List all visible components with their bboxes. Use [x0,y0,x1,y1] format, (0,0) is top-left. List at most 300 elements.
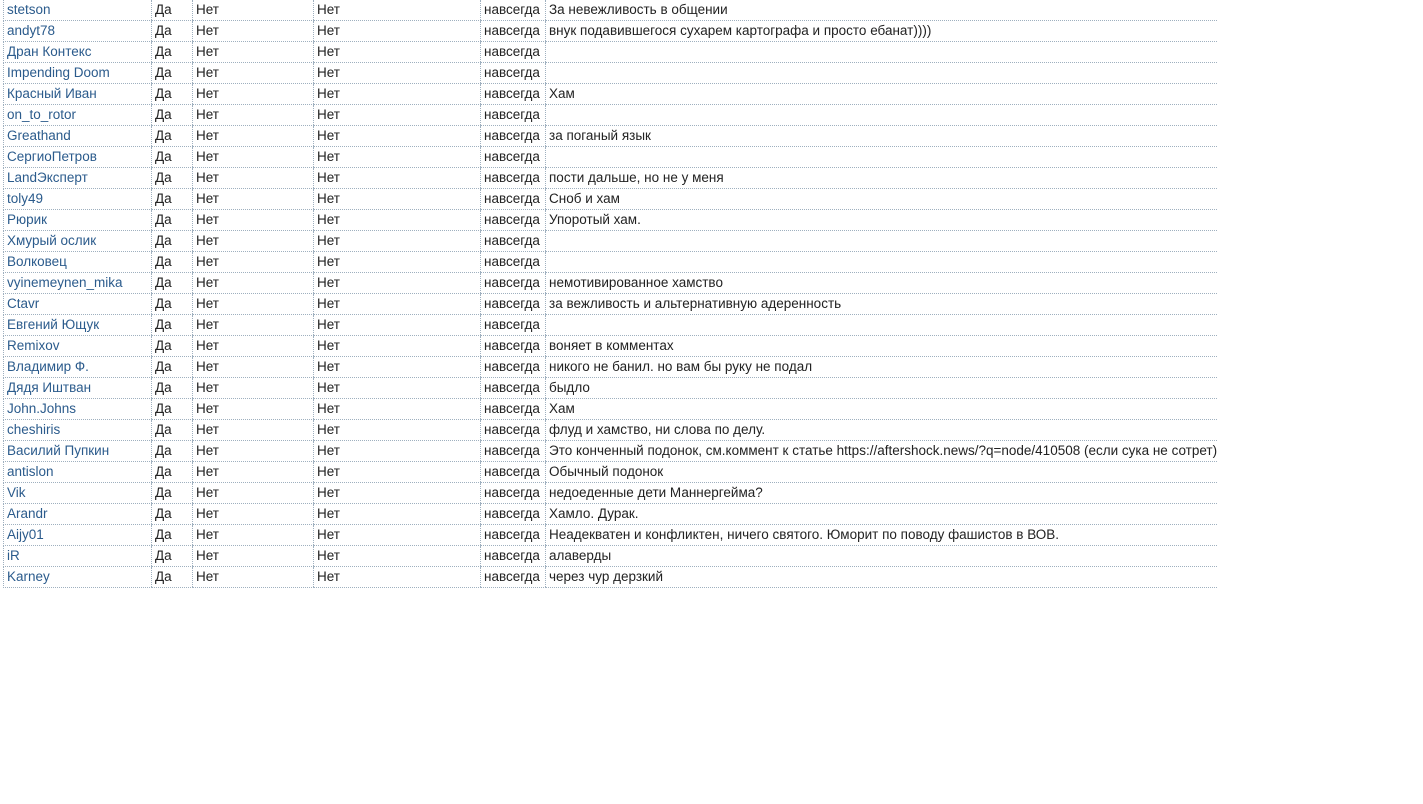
flag-a-cell [152,105,193,126]
ban-reason-text: Хам [549,401,575,416]
ban-term-text: навсегда [484,149,540,164]
flag-b-text: Нет [196,401,219,416]
flag-a-cell [152,504,193,525]
flag-c-text: Нет [317,296,340,311]
ban-term-cell [481,525,546,546]
ban-reason-cell-empty [546,231,1218,252]
flag-c-text: Нет [317,443,340,458]
flag-a-cell [152,420,193,441]
ban-term-cell [481,231,546,252]
user-cell [4,42,152,63]
ban-reason-cell-empty [546,105,1218,126]
user-link[interactable]: Remixov [7,338,60,353]
flag-c-cell [314,546,481,567]
ban-reason-text: через чур дерзкий [549,569,664,584]
table-row [4,273,1218,294]
flag-c-text: Нет [317,338,340,353]
user-cell [4,189,152,210]
flag-a-cell [152,567,193,588]
ban-term-text: навсегда [484,485,540,500]
ban-term-cell [481,252,546,273]
user-link[interactable]: Ctavr [7,296,40,311]
flag-b-text: Нет [196,65,219,80]
ban-term-text: навсегда [484,2,540,17]
ban-term-cell [481,483,546,504]
ban-reason-cell [546,168,1218,189]
flag-b-text: Нет [196,23,219,38]
flag-c-text: Нет [317,149,340,164]
ban-list-body [4,0,1218,588]
user-link[interactable]: on_to_rotor [7,107,77,122]
user-link[interactable]: toly49 [7,191,44,206]
table-row [4,126,1218,147]
ban-list-table [3,0,1217,588]
flag-a-cell [152,252,193,273]
flag-a-text: Да [155,464,172,479]
ban-reason-text: за вежливость и альтернативную адеренность [549,296,842,311]
user-cell [4,210,152,231]
ban-reason-text: Хамло. Дурак. [549,506,639,521]
ban-reason-cell [546,336,1218,357]
flag-a-text: Да [155,23,172,38]
ban-reason-cell [546,0,1218,21]
flag-c-cell [314,63,481,84]
user-link[interactable]: Владимир Ф. [7,359,89,374]
flag-a-cell [152,21,193,42]
ban-term-cell [481,210,546,231]
flag-c-cell [314,273,481,294]
ban-reason-cell [546,21,1218,42]
flag-c-cell [314,231,481,252]
ban-reason-text: Обычный подонок [549,464,664,479]
ban-term-cell [481,336,546,357]
ban-term-text: навсегда [484,296,540,311]
flag-c-text: Нет [317,65,340,80]
flag-a-text: Да [155,506,172,521]
ban-term-text: навсегда [484,317,540,332]
flag-b-text: Нет [196,254,219,269]
ban-reason-text: за поганый язык [549,128,651,143]
flag-c-cell [314,462,481,483]
user-link[interactable]: Vik [7,485,26,500]
user-link[interactable]: Евгений Ющук [7,317,100,332]
flag-a-cell [152,462,193,483]
ban-reason-cell [546,273,1218,294]
flag-a-cell [152,147,193,168]
flag-b-text: Нет [196,170,219,185]
flag-a-text: Да [155,422,172,437]
flag-a-cell [152,357,193,378]
ban-term-cell [481,42,546,63]
flag-b-text: Нет [196,317,219,332]
flag-b-cell [193,462,314,483]
flag-b-text: Нет [196,128,219,143]
ban-reason-text: никого не банил. но вам бы руку не подал [549,359,813,374]
user-cell [4,462,152,483]
flag-c-cell [314,441,481,462]
flag-c-cell [314,147,481,168]
flag-b-cell [193,378,314,399]
user-link[interactable]: vyinemeynen_mika [7,275,123,290]
ban-term-text: навсегда [484,443,540,458]
flag-b-text: Нет [196,275,219,290]
user-cell [4,105,152,126]
user-link[interactable]: Greathand [7,128,71,143]
ban-reason-text: пости дальше, но не у меня [549,170,724,185]
flag-a-text: Да [155,86,172,101]
ban-reason-text: Упоротый хам. [549,212,641,227]
flag-a-text: Да [155,317,172,332]
flag-a-cell [152,336,193,357]
flag-a-text: Да [155,569,172,584]
flag-a-text: Да [155,380,172,395]
table-row [4,462,1218,483]
user-link[interactable]: John.Johns [7,401,77,416]
flag-c-text: Нет [317,170,340,185]
flag-c-cell [314,336,481,357]
flag-b-cell [193,231,314,252]
flag-b-cell [193,441,314,462]
flag-b-cell [193,42,314,63]
flag-b-text: Нет [196,527,219,542]
ban-term-text: навсегда [484,128,540,143]
ban-reason-text: внук подавившегося сухарем картографа и просто ебанат)))) [549,23,932,38]
flag-a-text: Да [155,2,172,17]
flag-b-cell [193,273,314,294]
flag-c-cell [314,567,481,588]
ban-reason-text: недоеденные дети Маннергейма? [549,485,763,500]
flag-c-cell [314,21,481,42]
flag-c-cell [314,210,481,231]
flag-b-cell [193,336,314,357]
user-link[interactable]: Дран Контекс [7,44,92,59]
flag-b-text: Нет [196,233,219,248]
flag-b-cell [193,504,314,525]
ban-term-text: навсегда [484,464,540,479]
table-row [4,315,1218,336]
flag-c-text: Нет [317,464,340,479]
flag-a-cell [152,189,193,210]
flag-a-text: Да [155,401,172,416]
user-cell [4,315,152,336]
ban-term-cell [481,378,546,399]
table-row [4,441,1218,462]
flag-b-cell [193,21,314,42]
user-link[interactable]: Рюрик [7,212,48,227]
ban-reason-text: быдло [549,380,590,395]
table-row [4,42,1218,63]
ban-term-text: навсегда [484,65,540,80]
ban-reason-cell-empty [546,252,1218,273]
flag-a-text: Да [155,233,172,248]
ban-term-text: навсегда [484,380,540,395]
flag-a-cell [152,378,193,399]
flag-c-text: Нет [317,359,340,374]
flag-c-text: Нет [317,485,340,500]
flag-a-cell [152,399,193,420]
flag-c-text: Нет [317,422,340,437]
table-row [4,21,1218,42]
flag-b-text: Нет [196,191,219,206]
ban-reason-text: алаверды [549,548,612,563]
user-cell [4,273,152,294]
user-link[interactable]: Дядя Иштван [7,380,92,395]
ban-term-cell [481,441,546,462]
flag-b-cell [193,294,314,315]
flag-c-text: Нет [317,317,340,332]
flag-b-cell [193,147,314,168]
flag-c-text: Нет [317,86,340,101]
ban-term-cell [481,0,546,21]
ban-reason-cell [546,378,1218,399]
flag-b-cell [193,0,314,21]
table-row [4,567,1218,588]
ban-term-text: навсегда [484,254,540,269]
table-row [4,105,1218,126]
table-row [4,378,1218,399]
flag-a-cell [152,42,193,63]
ban-term-text: навсегда [484,191,540,206]
ban-reason-cell-empty [546,63,1218,84]
flag-b-cell [193,189,314,210]
flag-b-cell [193,546,314,567]
user-link[interactable]: Хмурый ослик [7,233,97,248]
flag-c-text: Нет [317,548,340,563]
ban-reason-text: немотивированное хамство [549,275,723,290]
table-row [4,294,1218,315]
ban-term-cell [481,84,546,105]
user-cell [4,399,152,420]
user-cell [4,504,152,525]
flag-b-cell [193,210,314,231]
ban-term-cell [481,399,546,420]
flag-a-cell [152,273,193,294]
flag-b-text: Нет [196,44,219,59]
ban-reason-cell-empty [546,147,1218,168]
flag-c-text: Нет [317,2,340,17]
ban-term-cell [481,567,546,588]
user-cell [4,336,152,357]
ban-reason-cell [546,525,1218,546]
table-row [4,357,1218,378]
user-cell [4,567,152,588]
flag-a-text: Да [155,191,172,206]
table-row [4,504,1218,525]
ban-term-cell [481,357,546,378]
flag-b-cell [193,357,314,378]
flag-a-text: Да [155,149,172,164]
ban-term-cell [481,546,546,567]
flag-b-cell [193,168,314,189]
user-cell [4,357,152,378]
table-row [4,483,1218,504]
user-link[interactable]: СергиоПетров [7,149,97,164]
flag-b-text: Нет [196,464,219,479]
user-cell [4,483,152,504]
flag-a-cell [152,84,193,105]
ban-term-text: навсегда [484,86,540,101]
flag-b-text: Нет [196,338,219,353]
ban-reason-cell [546,546,1218,567]
ban-reason-cell [546,399,1218,420]
ban-term-text: навсегда [484,401,540,416]
table-row [4,525,1218,546]
flag-a-text: Да [155,359,172,374]
user-link[interactable]: stetson [7,2,51,17]
ban-term-text: навсегда [484,23,540,38]
flag-b-text: Нет [196,569,219,584]
ban-term-text: навсегда [484,275,540,290]
ban-reason-text: флуд и хамство, ни слова по делу. [549,422,766,437]
user-link[interactable]: Василий Пупкин [7,443,110,458]
flag-a-cell [152,231,193,252]
flag-a-cell [152,525,193,546]
flag-a-text: Да [155,296,172,311]
ban-reason-text: Хам [549,86,575,101]
ban-term-text: навсегда [484,569,540,584]
flag-b-cell [193,315,314,336]
flag-a-cell [152,126,193,147]
flag-c-cell [314,420,481,441]
ban-term-text: навсегда [484,506,540,521]
user-link[interactable]: Karney [7,569,50,584]
user-link[interactable]: antislon [7,464,54,479]
flag-b-cell [193,567,314,588]
ban-term-cell [481,147,546,168]
ban-term-cell [481,294,546,315]
ban-reason-text: воняет в комментах [549,338,674,353]
user-link[interactable]: Волковец [7,254,67,269]
flag-b-text: Нет [196,485,219,500]
ban-reason-cell [546,294,1218,315]
flag-a-cell [152,210,193,231]
flag-a-text: Да [155,254,172,269]
user-cell [4,378,152,399]
table-row [4,252,1218,273]
flag-c-text: Нет [317,212,340,227]
user-link[interactable]: Impending Doom [7,65,110,80]
ban-reason-cell [546,441,1218,462]
user-cell [4,294,152,315]
user-link[interactable]: Красный Иван [7,86,97,101]
ban-term-text: навсегда [484,338,540,353]
flag-a-cell [152,294,193,315]
ban-reason-cell [546,357,1218,378]
user-cell [4,252,152,273]
flag-c-text: Нет [317,254,340,269]
flag-b-cell [193,84,314,105]
flag-c-cell [314,525,481,546]
table-row [4,0,1218,21]
ban-reason-cell [546,84,1218,105]
table-row [4,546,1218,567]
user-cell [4,21,152,42]
flag-b-text: Нет [196,86,219,101]
flag-c-cell [314,315,481,336]
flag-a-text: Да [155,275,172,290]
flag-a-cell [152,315,193,336]
ban-term-text: навсегда [484,422,540,437]
flag-b-text: Нет [196,548,219,563]
flag-a-text: Да [155,65,172,80]
user-cell [4,525,152,546]
flag-b-text: Нет [196,2,219,17]
flag-b-text: Нет [196,296,219,311]
flag-a-text: Да [155,443,172,458]
flag-c-cell [314,105,481,126]
ban-term-cell [481,462,546,483]
flag-c-cell [314,294,481,315]
flag-a-cell [152,168,193,189]
ban-reason-cell [546,189,1218,210]
flag-b-text: Нет [196,359,219,374]
flag-c-cell [314,84,481,105]
flag-c-cell [314,483,481,504]
flag-c-cell [314,252,481,273]
flag-c-cell [314,504,481,525]
ban-reason-cell [546,462,1218,483]
table-row [4,336,1218,357]
flag-a-cell [152,0,193,21]
flag-b-cell [193,252,314,273]
flag-a-cell [152,546,193,567]
flag-a-cell [152,483,193,504]
flag-a-text: Да [155,212,172,227]
user-cell [4,147,152,168]
flag-a-text: Да [155,338,172,353]
flag-c-text: Нет [317,107,340,122]
ban-reason-cell [546,483,1218,504]
user-link[interactable]: cheshiris [7,422,61,437]
ban-reason-cell [546,567,1218,588]
ban-term-cell [481,63,546,84]
ban-term-text: навсегда [484,359,540,374]
table-row [4,168,1218,189]
flag-c-cell [314,168,481,189]
ban-reason-cell [546,420,1218,441]
ban-term-text: навсегда [484,212,540,227]
ban-term-text: навсегда [484,107,540,122]
user-link[interactable]: iR [7,548,20,563]
table-row [4,231,1218,252]
ban-reason-cell [546,210,1218,231]
flag-b-cell [193,525,314,546]
flag-c-text: Нет [317,569,340,584]
ban-reason-cell-empty [546,42,1218,63]
ban-reason-cell [546,504,1218,525]
ban-term-text: навсегда [484,44,540,59]
flag-a-text: Да [155,170,172,185]
user-link[interactable]: andyt78 [7,23,56,38]
ban-term-cell [481,273,546,294]
user-link[interactable]: LandЭксперт [7,170,88,185]
user-link[interactable]: Arandr [7,506,48,521]
ban-term-cell [481,168,546,189]
ban-term-cell [481,105,546,126]
flag-b-text: Нет [196,422,219,437]
flag-c-text: Нет [317,401,340,416]
table-row [4,399,1218,420]
ban-term-text: навсегда [484,233,540,248]
flag-b-cell [193,105,314,126]
user-link[interactable]: Aijy01 [7,527,44,542]
flag-c-cell [314,357,481,378]
flag-b-cell [193,63,314,84]
table-row [4,147,1218,168]
flag-b-cell [193,483,314,504]
flag-a-text: Да [155,485,172,500]
user-cell [4,231,152,252]
